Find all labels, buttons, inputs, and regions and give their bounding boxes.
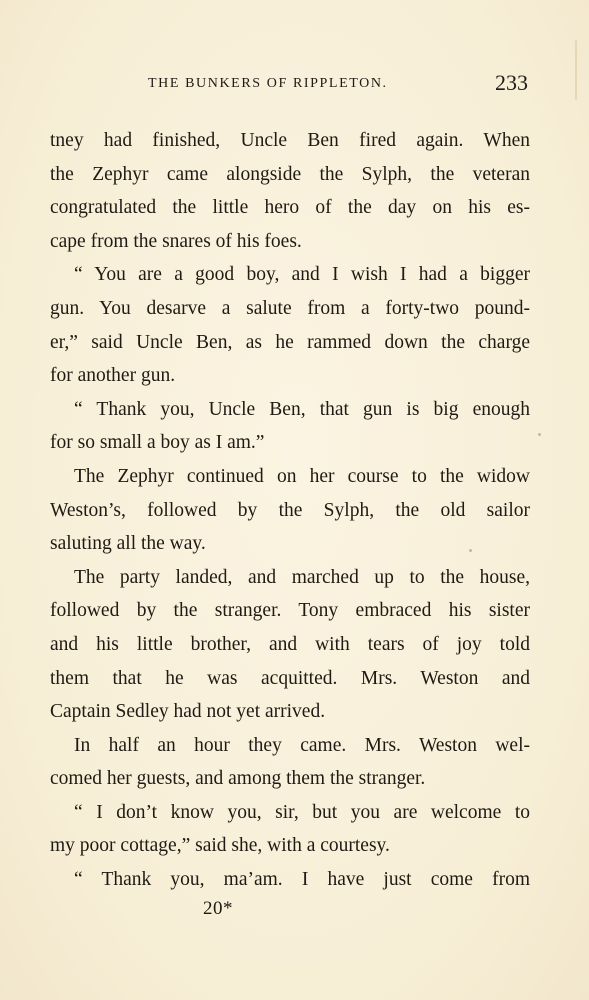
text-line: In half an hour they came. Mrs. Weston wel- — [74, 734, 530, 756]
running-head — [148, 70, 528, 100]
paper-speck — [538, 433, 541, 436]
text-line: congratulated the little hero of the day on his es- — [50, 197, 530, 219]
text-line: “ Thank you, Uncle Ben, that gun is big enough — [74, 398, 530, 420]
text-line: for another gun. — [50, 365, 176, 387]
text-line: The party landed, and marched up to the house, — [74, 566, 530, 588]
text-line: followed by the stranger. Tony embraced his sister — [50, 600, 530, 622]
text-line: tney had finished, Uncle Ben fired again. When — [50, 130, 530, 151]
text-line: The Zephyr continued on her course to the widow — [74, 465, 530, 487]
text-line: “ You are a good boy, and I wish I had a bigger — [74, 264, 530, 286]
body-text — [50, 124, 530, 897]
text-line: the Zephyr came alongside the Sylph, the veteran — [50, 163, 530, 185]
running-title: THE BUNKERS OF RIPPLETON. — [148, 76, 388, 91]
text-line: my poor cottage,” said she, with a courtesy. — [50, 835, 390, 857]
text-line: comed her guests, and among them the stranger. — [50, 768, 426, 790]
page-number: 233 — [495, 70, 528, 95]
text-line: for so small a boy as I am.” — [50, 432, 265, 454]
text-line: gun. You desarve a salute from a forty-two pound- — [50, 297, 530, 319]
text-line: Weston’s, followed by the Sylph, the old sailor — [50, 499, 530, 521]
text-line: cape from the snares of his foes. — [50, 230, 302, 252]
text-line: Captain Sedley had not yet arrived. — [50, 701, 326, 723]
text-line: er,” said Uncle Ben, as he rammed down the charge — [50, 331, 530, 353]
text-line: “ I don’t know you, sir, but you are welcome to — [74, 801, 530, 823]
text-line: them that he was acquitted. Mrs. Weston and — [50, 667, 530, 689]
text-line: and his little brother, and with tears of joy told — [50, 633, 530, 655]
text-line: saluting all the way. — [50, 533, 206, 555]
signature-mark: 20* — [203, 898, 233, 919]
text-line: “ Thank you, ma’am. I have just come from — [74, 869, 530, 891]
paper-speck — [469, 549, 472, 552]
paper-crease — [575, 40, 577, 100]
